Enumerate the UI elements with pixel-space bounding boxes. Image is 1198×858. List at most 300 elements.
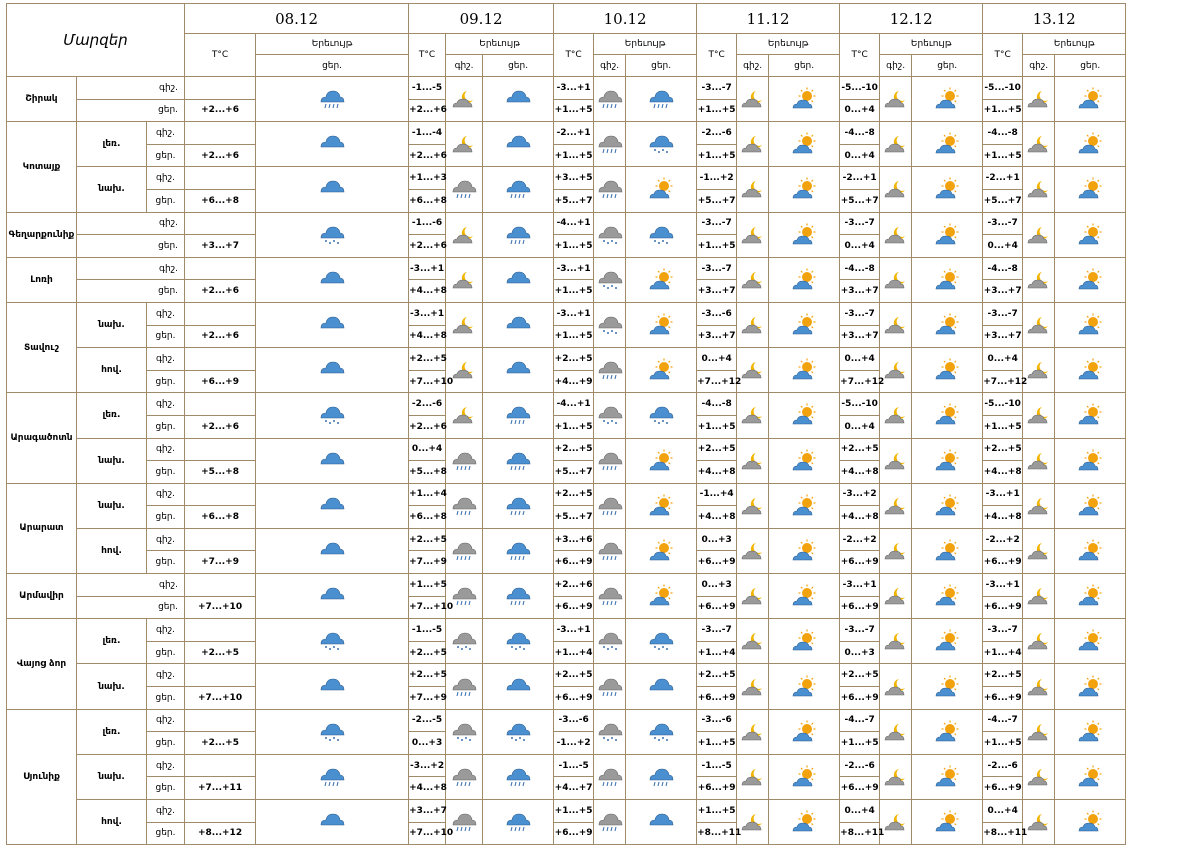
sun-cloud-icon [1055, 257, 1126, 302]
temperature-cell: +6...+9 [840, 687, 880, 710]
temperature-cell: +4...+8 [983, 506, 1023, 529]
forecast-row [7, 664, 1198, 687]
temperature-cell: +6...+8 [185, 189, 256, 212]
cloud-rain-gray-icon [594, 122, 626, 167]
temperature-cell: +7...+12 [697, 370, 737, 393]
sun-cloud-icon [912, 574, 983, 619]
daytime-column-header: ցեր. [912, 55, 983, 77]
moon-cloud-icon [880, 348, 912, 393]
temperature-cell: +2...+5 [554, 438, 594, 461]
sun-cloud-icon [769, 754, 840, 799]
sun-cloud-icon [1055, 483, 1126, 528]
temperature-cell: +2...+5 [554, 348, 594, 371]
temperature-cell: 0...+4 [983, 348, 1023, 371]
temperature-cell: +2...+5 [983, 664, 1023, 687]
day-label: ցեր. [147, 189, 185, 212]
cloud-snow-gray-icon [594, 619, 626, 664]
sun-cloud-icon [912, 800, 983, 845]
temperature-cell: +5...+7 [554, 461, 594, 484]
temperature-cell: +7...+12 [840, 370, 880, 393]
temperature-cell [185, 709, 256, 732]
temperature-cell: +7...+10 [409, 822, 446, 845]
temperature-cell [185, 348, 256, 371]
moon-cloud-icon [1023, 754, 1055, 799]
moon-cloud-icon [880, 393, 912, 438]
temperature-cell: -5...-10 [983, 393, 1023, 416]
temperature-cell: +7...+11 [185, 777, 256, 800]
temperature-cell: +7...+9 [185, 551, 256, 574]
subregion-label: հով. [77, 800, 147, 845]
temperature-cell: +6...+9 [554, 551, 594, 574]
temperature-cell: +2...+6 [185, 99, 256, 122]
subregion-label: հով. [77, 528, 147, 573]
day-label: ցեր. [147, 325, 185, 348]
moon-cloud-icon [1023, 212, 1055, 257]
temperature-cell: +3...+7 [409, 800, 446, 823]
temp-column-header: T°C [409, 34, 446, 77]
temperature-cell: +1...+5 [983, 99, 1023, 122]
sun-cloud-icon [1055, 664, 1126, 709]
cloud-rain-gray-icon [594, 483, 626, 528]
forecast-row [7, 393, 1198, 416]
moon-cloud-icon [1023, 528, 1055, 573]
day-label: ցեր. [147, 144, 185, 167]
temperature-cell: +3...+6 [554, 528, 594, 551]
forecast-row [7, 574, 1198, 597]
temperature-cell: +7...+10 [409, 596, 446, 619]
temperature-cell: +6...+9 [697, 777, 737, 800]
moon-cloud-icon [880, 709, 912, 754]
moon-cloud-icon [1023, 348, 1055, 393]
temperature-cell: +2...+5 [983, 438, 1023, 461]
daytime-column-header: ցեր. [1055, 55, 1126, 77]
temperature-cell: 0...+3 [697, 574, 737, 597]
moon-cloud-icon [737, 754, 769, 799]
night-label: գիշ. [77, 77, 185, 100]
night-label: գիշ. [77, 574, 185, 597]
cloud-snow-icon [256, 393, 409, 438]
temperature-cell [185, 754, 256, 777]
temperature-cell: +4...+8 [409, 280, 446, 303]
temperature-cell: 0...+3 [697, 528, 737, 551]
temperature-cell: +1...+5 [983, 415, 1023, 438]
sun-cloud-icon [769, 393, 840, 438]
temperature-cell: +2...+5 [409, 528, 446, 551]
temperature-cell: -3...-7 [697, 257, 737, 280]
temperature-cell: +8...+11 [983, 822, 1023, 845]
temperature-cell: +1...+5 [697, 235, 737, 258]
cloud-snow-gray-icon [594, 709, 626, 754]
sun-cloud-icon [1055, 619, 1126, 664]
temperature-cell [185, 257, 256, 280]
day-label: ցեր. [147, 822, 185, 845]
forecast-row [7, 438, 1198, 461]
temperature-cell: 0...+3 [409, 732, 446, 755]
temperature-cell: +6...+9 [554, 822, 594, 845]
forecast-row [7, 77, 1198, 100]
moon-cloud-icon [880, 574, 912, 619]
temperature-cell: -4...-8 [983, 122, 1023, 145]
moon-cloud-icon [880, 528, 912, 573]
night-label: գիշ. [147, 619, 185, 642]
temperature-cell: -4...-8 [697, 393, 737, 416]
cloud-drizzle-icon [483, 800, 554, 845]
temperature-cell: +6...+8 [409, 189, 446, 212]
temperature-cell: +6...+9 [983, 596, 1023, 619]
temperature-cell: +6...+9 [697, 687, 737, 710]
night-label: գիշ. [77, 257, 185, 280]
cloud-snow-gray-icon [594, 212, 626, 257]
temperature-cell: +1...+5 [554, 235, 594, 258]
phenomena-column-header: Երեւույթ [446, 34, 554, 55]
temperature-cell: +2...+5 [840, 664, 880, 687]
sun-cloud-icon [769, 483, 840, 528]
cloud-icon [483, 664, 554, 709]
temperature-cell: +7...+12 [983, 370, 1023, 393]
subregion-label: լեռ. [77, 393, 147, 438]
temperature-cell: +4...+8 [840, 506, 880, 529]
night-column-header: գիշ. [1023, 55, 1055, 77]
subregion-label: լեռ. [77, 619, 147, 664]
sun-cloud-icon [912, 438, 983, 483]
temperature-cell [185, 528, 256, 551]
moon-cloud-icon [737, 77, 769, 122]
sun-cloud-icon [626, 574, 697, 619]
temperature-cell: +7...+10 [409, 370, 446, 393]
temperature-cell: +6...+9 [983, 551, 1023, 574]
moon-cloud-icon [880, 77, 912, 122]
temperature-cell: -4...-7 [983, 709, 1023, 732]
cloud-snow-gray-icon [594, 257, 626, 302]
temperature-cell: -3...-6 [697, 709, 737, 732]
moon-cloud-icon [880, 619, 912, 664]
temperature-cell: +4...+7 [554, 777, 594, 800]
cloud-icon [256, 483, 409, 528]
temp-column-header: T°C [554, 34, 594, 77]
temperature-cell: +1...+5 [697, 415, 737, 438]
night-label: գիշ. [147, 302, 185, 325]
moon-cloud-icon [737, 800, 769, 845]
temperature-cell: -1...-4 [409, 122, 446, 145]
night-label: գիշ. [77, 212, 185, 235]
moon-cloud-icon [880, 438, 912, 483]
day-header: 10.12 [554, 4, 697, 34]
sun-cloud-icon [1055, 77, 1126, 122]
cloud-rain-icon [483, 212, 554, 257]
night-label: գիշ. [147, 800, 185, 823]
cloud-icon [483, 348, 554, 393]
moon-cloud-icon [1023, 438, 1055, 483]
temperature-cell: -2...-6 [697, 122, 737, 145]
cloud-rain-gray-icon [594, 754, 626, 799]
sun-cloud-icon [769, 664, 840, 709]
temperature-cell: +1...+5 [554, 800, 594, 823]
sun-cloud-icon [1055, 393, 1126, 438]
temperature-cell: +6...+9 [697, 551, 737, 574]
region-name: Շիրակ [7, 77, 77, 122]
cloud-icon [256, 664, 409, 709]
cloud-icon [256, 800, 409, 845]
sun-cloud-icon [626, 348, 697, 393]
temperature-cell: +6...+9 [983, 687, 1023, 710]
region-name: Լոռի [7, 257, 77, 302]
temperature-cell [185, 664, 256, 687]
phenomena-column-header: Երեւույթ [1023, 34, 1126, 55]
moon-cloud-icon [737, 438, 769, 483]
cloud-rain-gray-icon [594, 574, 626, 619]
moon-cloud-icon [737, 619, 769, 664]
cloud-snow-icon [483, 619, 554, 664]
moon-cloud-icon [1023, 664, 1055, 709]
temperature-cell: -2...-6 [983, 754, 1023, 777]
temperature-cell [185, 483, 256, 506]
sun-cloud-icon [1055, 212, 1126, 257]
cloud-snow-icon [483, 709, 554, 754]
daytime-column-header: ցեր. [626, 55, 697, 77]
temperature-cell: +1...+3 [409, 167, 446, 190]
moon-cloud-icon [446, 302, 483, 347]
day-label: ցեր. [147, 415, 185, 438]
temperature-cell: +5...+7 [697, 189, 737, 212]
temperature-cell: -3...+1 [983, 574, 1023, 597]
temperature-cell: +6...+9 [840, 596, 880, 619]
temperature-cell: -3...-7 [983, 212, 1023, 235]
temperature-cell: +3...+7 [840, 325, 880, 348]
temperature-cell: +1...+5 [409, 574, 446, 597]
cloud-snow-gray-icon [446, 709, 483, 754]
temperature-cell: -3...+1 [409, 257, 446, 280]
night-label: գիշ. [147, 438, 185, 461]
night-column-header: գիշ. [880, 55, 912, 77]
temperature-cell: -1...-5 [409, 619, 446, 642]
temperature-cell: +5...+7 [840, 189, 880, 212]
sun-cloud-icon [912, 483, 983, 528]
day-label: ցեր. [147, 370, 185, 393]
cloud-icon [256, 302, 409, 347]
cloud-icon [256, 167, 409, 212]
cloud-rain-gray-icon [594, 438, 626, 483]
sun-cloud-icon [1055, 438, 1126, 483]
temperature-cell: -2...+2 [840, 528, 880, 551]
sun-cloud-icon [1055, 754, 1126, 799]
cloud-icon [483, 302, 554, 347]
temperature-cell: +2...+5 [409, 641, 446, 664]
sun-cloud-icon [769, 167, 840, 212]
forecast-row [7, 709, 1198, 732]
daytime-column-header: ցեր. [256, 55, 409, 77]
temperature-cell: -5...-10 [840, 77, 880, 100]
region-name: Արագածոտն [7, 393, 77, 483]
cloud-snow-gray-icon [594, 393, 626, 438]
temperature-cell [185, 77, 256, 100]
sun-cloud-icon [912, 393, 983, 438]
cloud-rain-gray-icon [594, 77, 626, 122]
temperature-cell: 0...+4 [840, 235, 880, 258]
moon-cloud-icon [880, 302, 912, 347]
moon-cloud-icon [1023, 77, 1055, 122]
moon-cloud-icon [737, 393, 769, 438]
subregion-label: նախ. [77, 664, 147, 709]
sun-cloud-icon [1055, 122, 1126, 167]
temperature-cell: -3...-7 [983, 619, 1023, 642]
temperature-cell: +2...+5 [409, 664, 446, 687]
temperature-cell: 0...+4 [840, 144, 880, 167]
cloud-rain-icon [483, 528, 554, 573]
day-label: ցեր. [147, 506, 185, 529]
temperature-cell: +1...+5 [554, 415, 594, 438]
temperature-cell: -3...-7 [697, 212, 737, 235]
temperature-cell [185, 438, 256, 461]
temperature-cell: 0...+4 [840, 800, 880, 823]
day-label: ցեր. [77, 235, 185, 258]
temperature-cell: -2...+2 [983, 528, 1023, 551]
temperature-cell: +1...+4 [697, 641, 737, 664]
day-header: 08.12 [185, 4, 409, 34]
temperature-cell: +1...+5 [697, 800, 737, 823]
moon-cloud-icon [880, 122, 912, 167]
sun-cloud-icon [912, 167, 983, 212]
sun-cloud-icon [1055, 528, 1126, 573]
temperature-cell: -3...-7 [840, 212, 880, 235]
sun-cloud-icon [626, 302, 697, 347]
temperature-cell: +2...+6 [185, 325, 256, 348]
temperature-cell: +8...+11 [697, 822, 737, 845]
phenomena-column-header: Երեւույթ [737, 34, 840, 55]
temperature-cell: +6...+9 [840, 551, 880, 574]
cloud-icon [256, 348, 409, 393]
cloud-rain-gray-icon [594, 664, 626, 709]
temperature-cell: +1...+4 [409, 483, 446, 506]
region-name: Կոտայք [7, 122, 77, 212]
subregion-label: նախ. [77, 483, 147, 528]
sun-cloud-icon [769, 122, 840, 167]
sun-cloud-icon [1055, 709, 1126, 754]
temperature-cell [185, 302, 256, 325]
temperature-cell: +2...+6 [409, 99, 446, 122]
temperature-cell: +3...+7 [185, 235, 256, 258]
subregion-label: նախ. [77, 754, 147, 799]
temperature-cell: +5...+7 [554, 506, 594, 529]
phenomena-column-header: Երեւույթ [256, 34, 409, 55]
temperature-cell: +4...+8 [697, 461, 737, 484]
temperature-cell: +5...+7 [983, 189, 1023, 212]
temperature-cell: -3...+1 [840, 574, 880, 597]
temperature-cell: +6...+9 [983, 777, 1023, 800]
cloud-rain-gray-icon [446, 483, 483, 528]
temperature-cell: -1...+2 [554, 732, 594, 755]
cloud-snow-icon [626, 709, 697, 754]
temperature-cell: -4...-8 [840, 257, 880, 280]
temperature-cell: +2...+5 [697, 438, 737, 461]
sun-cloud-icon [769, 709, 840, 754]
temperature-cell: +1...+5 [983, 732, 1023, 755]
temperature-cell: -1...-5 [554, 754, 594, 777]
moon-cloud-icon [880, 257, 912, 302]
temperature-cell: -4...+1 [554, 212, 594, 235]
moon-cloud-icon [446, 77, 483, 122]
sun-cloud-icon [626, 167, 697, 212]
cloud-rain-icon [626, 754, 697, 799]
temperature-cell: +2...+5 [409, 348, 446, 371]
temperature-cell: +3...+5 [554, 167, 594, 190]
sun-cloud-icon [912, 257, 983, 302]
temperature-cell: 0...+4 [983, 800, 1023, 823]
forecast-row [7, 754, 1198, 777]
temperature-cell: -1...+4 [697, 483, 737, 506]
temperature-cell: +5...+8 [409, 461, 446, 484]
temperature-cell: +6...+9 [554, 596, 594, 619]
temperature-cell: +6...+8 [185, 506, 256, 529]
sun-cloud-icon [912, 212, 983, 257]
temperature-cell: +5...+8 [185, 461, 256, 484]
moon-cloud-icon [737, 574, 769, 619]
sun-cloud-icon [912, 619, 983, 664]
moon-cloud-icon [737, 122, 769, 167]
moon-cloud-icon [737, 348, 769, 393]
temperature-cell: -4...+1 [554, 393, 594, 416]
sun-cloud-icon [912, 754, 983, 799]
sun-cloud-icon [769, 348, 840, 393]
temperature-cell: +2...+5 [554, 483, 594, 506]
moon-cloud-icon [880, 754, 912, 799]
cloud-rain-gray-icon [594, 167, 626, 212]
temperature-cell: -2...-5 [409, 709, 446, 732]
sun-cloud-icon [626, 483, 697, 528]
cloud-rain-icon [626, 77, 697, 122]
moon-cloud-icon [1023, 800, 1055, 845]
cloud-rain-gray-icon [594, 348, 626, 393]
cloud-icon [256, 574, 409, 619]
temperature-cell: +1...+5 [983, 144, 1023, 167]
temp-column-header: T°C [185, 34, 256, 77]
temperature-cell: +6...+8 [409, 506, 446, 529]
moon-cloud-icon [737, 302, 769, 347]
temperature-cell: +6...+9 [697, 596, 737, 619]
temperature-cell: +2...+5 [554, 664, 594, 687]
temperature-cell: +4...+8 [409, 777, 446, 800]
moon-cloud-icon [1023, 302, 1055, 347]
cloud-rain-icon [483, 393, 554, 438]
temperature-cell: +1...+5 [697, 144, 737, 167]
temp-column-header: T°C [983, 34, 1023, 77]
temperature-cell: -1...-5 [409, 77, 446, 100]
temperature-cell: -3...+1 [554, 619, 594, 642]
temperature-cell: +3...+7 [697, 325, 737, 348]
sun-cloud-icon [912, 664, 983, 709]
cloud-snow-icon [256, 709, 409, 754]
sun-cloud-icon [769, 574, 840, 619]
sun-cloud-icon [912, 528, 983, 573]
cloud-rain-gray-icon [446, 754, 483, 799]
subregion-label: լեռ. [77, 122, 147, 167]
cloud-snow-icon [626, 393, 697, 438]
temperature-cell: +2...+6 [409, 235, 446, 258]
night-column-header: գիշ. [594, 55, 626, 77]
forecast-table [6, 3, 1198, 845]
sun-cloud-icon [912, 302, 983, 347]
cloud-rain-gray-icon [594, 528, 626, 573]
temperature-cell: -3...+2 [409, 754, 446, 777]
day-header: 13.12 [983, 4, 1126, 34]
moon-cloud-icon [880, 483, 912, 528]
temperature-cell: +2...+5 [185, 732, 256, 755]
sun-cloud-icon [1055, 302, 1126, 347]
cloud-rain-gray-icon [446, 528, 483, 573]
night-label: գիշ. [147, 754, 185, 777]
temperature-cell: -4...-8 [840, 122, 880, 145]
moon-cloud-icon [880, 800, 912, 845]
temperature-cell: +6...+9 [554, 687, 594, 710]
